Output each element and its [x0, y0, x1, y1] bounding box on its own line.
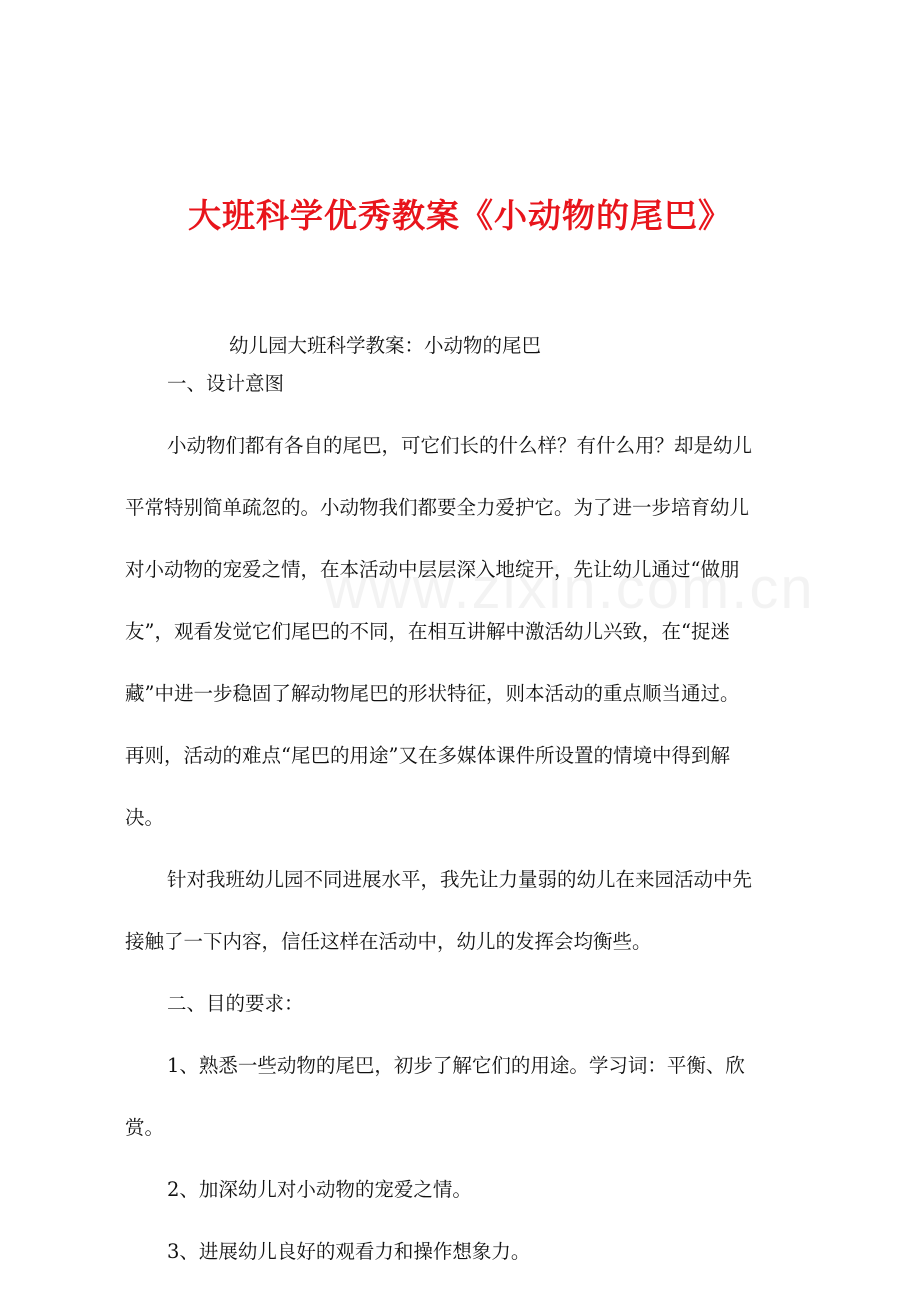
paragraph-line: 赏。 [125, 1116, 165, 1139]
goal-item-3: 3、进展幼儿良好的观看力和操作想象力。 [167, 1240, 531, 1263]
section-heading-design-intent: 一、设计意图 [167, 372, 285, 395]
paragraph-line: 接触了一下内容，信任这样在活动中，幼儿的发挥会均衡些。 [125, 930, 652, 953]
paragraph-line: 1、熟悉一些动物的尾巴，初步了解它们的用途。学习词：平衡、欣 [167, 1054, 745, 1077]
paragraph-level-note [125, 861, 795, 961]
paragraph-line: 平常特别简单疏忽的。小动物我们都要全力爱护它。为了进一步培育幼儿 [125, 496, 750, 519]
paragraph-line: 针对我班幼儿园不同进展水平，我先让力量弱的幼儿在来园活动中先 [167, 868, 753, 891]
paragraph-line: 再则，活动的难点“尾巴的用途”又在多媒体课件所设置的情境中得到解 [125, 744, 730, 767]
paragraph-line: 小动物们都有各自的尾巴，可它们长的什么样？有什么用？却是幼儿 [167, 434, 753, 457]
paragraph-line: 决。 [125, 806, 165, 829]
section-heading-goals: 二、目的要求： [167, 992, 304, 1015]
document-subtitle: 幼儿园大班科学教案：小动物的尾巴 [229, 334, 542, 357]
goal-item-1 [125, 1047, 795, 1147]
document-title: 大班科学优秀教案《小动物的尾巴》 [188, 196, 732, 235]
goal-item-2: 2、加深幼儿对小动物的宠爱之情。 [167, 1178, 472, 1201]
paragraph-line: 藏”中进一步稳固了解动物尾巴的形状特征，则本活动的重点顺当通过。 [125, 682, 740, 705]
paragraph-line: 对小动物的宠爱之情，在本活动中层层深入地绽开，先让幼儿通过“做朋 [125, 558, 740, 581]
paragraph-design-intent [125, 427, 795, 837]
paragraph-line: 友”，观看发觉它们尾巴的不同，在相互讲解中激活幼儿兴致，在“捉迷 [125, 620, 730, 643]
document-body [125, 327, 795, 1271]
